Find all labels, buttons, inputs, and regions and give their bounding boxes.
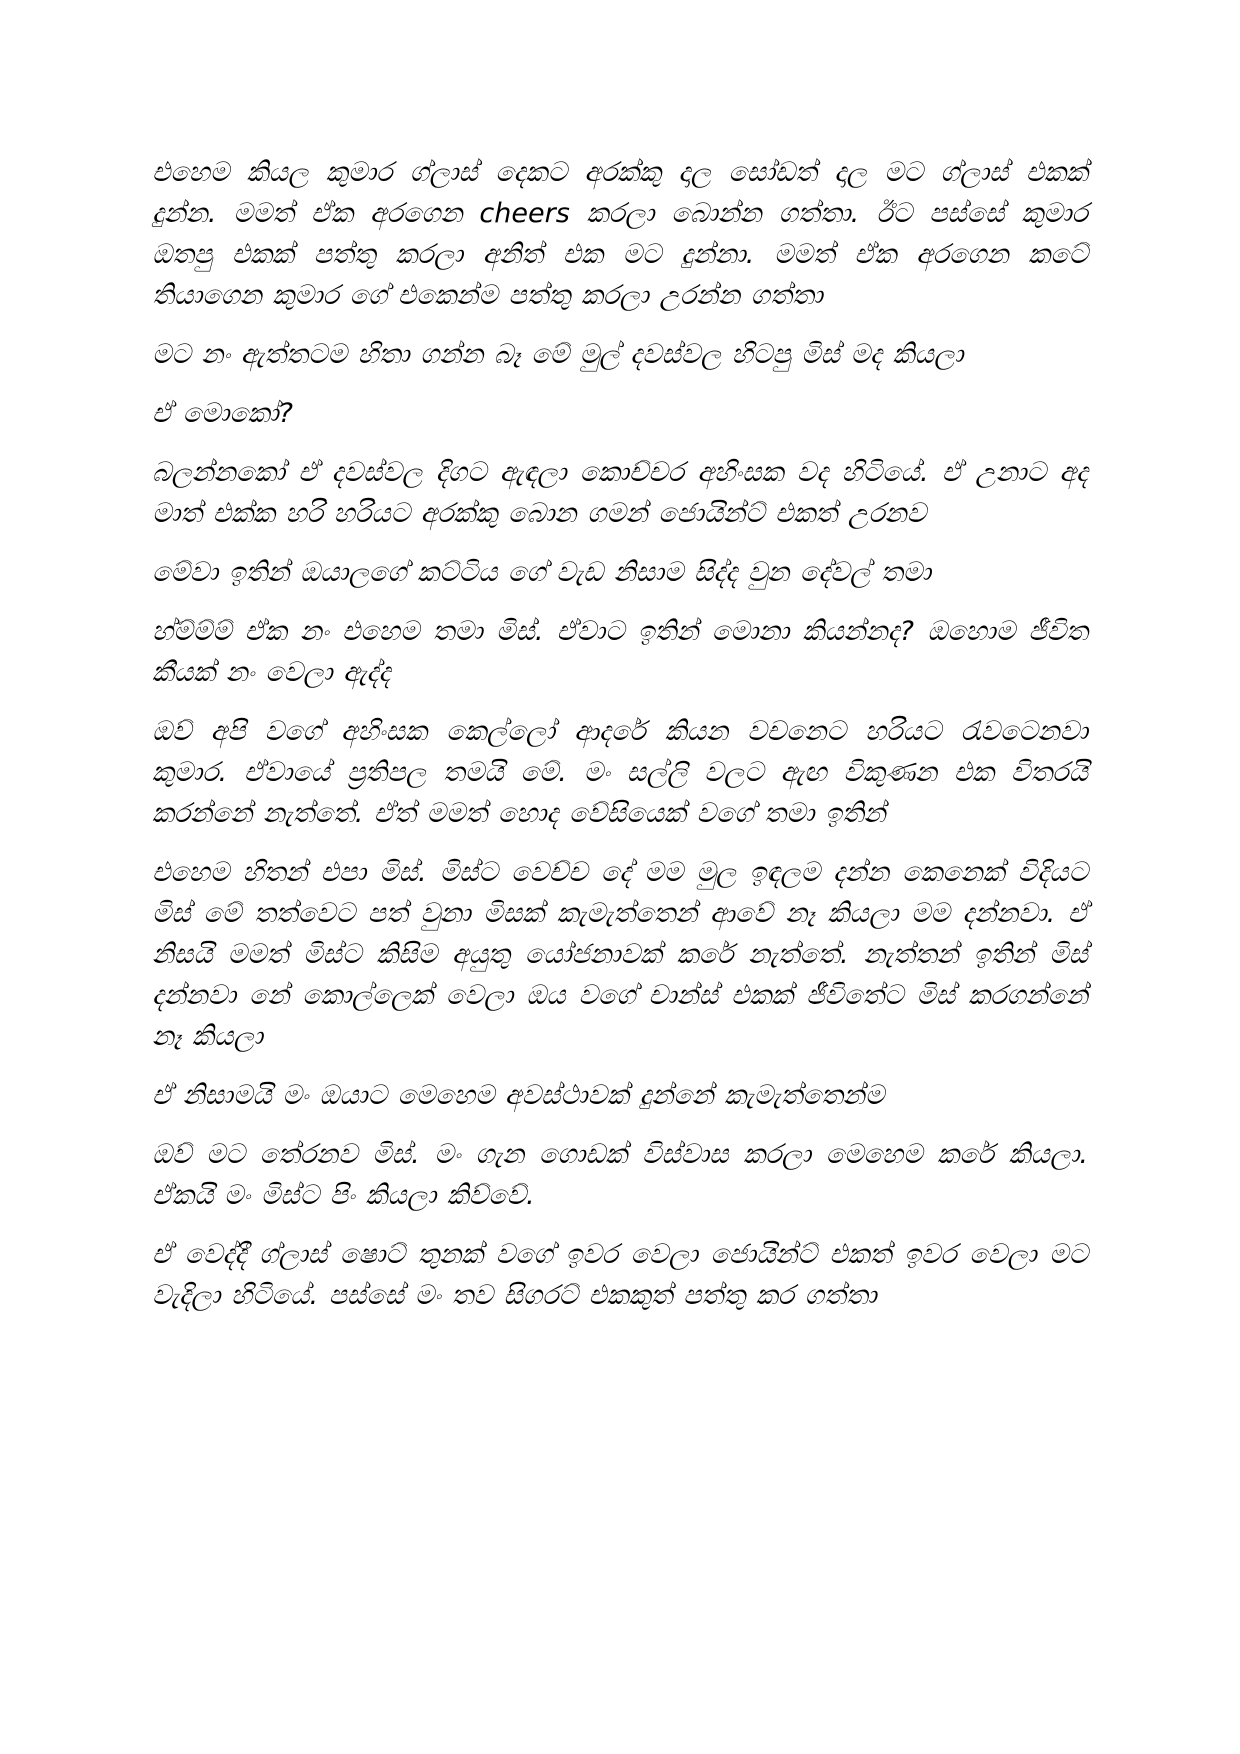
text-body bbox=[152, 152, 1088, 1316]
paragraph: මට නං ඇත්තටම හිතා ගන්න බෑ මේ මුල් දවස්වල හිටපු මිස් මද කියලා bbox=[152, 339, 964, 370]
paragraph: මේවා ඉතින් ඔයාලගේ කට්ටිය ගේ වැඩ නිසාම සිද්ද වුන දේවල් තමා bbox=[152, 557, 932, 588]
paragraph: ඔව් අපි වගේ අහිංසක කෙල්ලෝ ආදරේ කියන වචනෙට හරියට රැවටෙනවා කුමාර. ඒවායේ ප්‍රතිපල තමයි මේ. මං සල්ලි වලට ඇඟ විකුණන එක විතරයි කරන්නේ නැත්තේ. ඒත් මමත් හොද වේසියෙක් වගේ තමා ඉතින් bbox=[152, 716, 1088, 829]
paragraph: එහෙම කියල කුමාර ග්ලාස් දෙකට අරක්කු දාල සෝඩත් දාල මට ග්ලාස් එකක් දුන්න. මමත් ඒක අරගෙන cheers කරලා බොන්න ගත්තා. ඊට පස්සේ කුමාර ඔතපු එකක් පත්තු කරලා අනිත් එක මට දුන්නා. මමත් ඒක අරගෙන කටේ තියාගෙන කුමාර ගේ එකෙන්ම පත්තු කරලා උරන්න ගත්තා bbox=[152, 157, 1088, 311]
paragraph: ඒ නිසාමයි මං ඔයාට මෙහෙම අවස්ථාවක් දුන්නේ කැමැත්තෙන්ම bbox=[152, 1080, 885, 1111]
paragraph: ඔව් මට තේරනව මිස්. මං ගැන ගොඩක් විස්වාස කරලා මෙහෙම කරේ කියලා. ඒකයි මං මිස්ට පිං කියලා කිව්වේ. bbox=[152, 1139, 1088, 1211]
paragraph: බලන්නකෝ ඒ දවස්වල දිගට ඇඳලා කොච්චර අහිංසක වද හිටියේ. ඒ උනාට අද මාත් එක්ක හරි හරියට අරක්කු බොන ගමන් ජොයින්ට් එකත් උරනව bbox=[152, 457, 1088, 529]
paragraph: ඒ මොකෝ? bbox=[152, 398, 293, 429]
paragraph: එහෙම හිතන් එපා මිස්. මිස්ට වෙච්ච දේ මම මුල ඉඳලම දන්න කෙනෙක් විදියට මිස් මේ තත්වෙට පත් වුනා මිසක් කැමැත්තෙන් ආවේ නෑ කියලා මම දන්නවා. ඒ නිසයි මමත් මිස්ට කිසිම අයුතු යෝජනාවක් කරේ නැත්තේ. නැත්තන් ඉතින් මිස් දන්නවා නේ කොල්ලෙක් වෙලා ඔය වගේ චාන්ස් එකක් ජීවිතේට මිස් කරගන්නේ නෑ කියලා bbox=[152, 857, 1088, 1052]
paragraph: හ්ම්ම්ම් ඒක නං එහෙම තමා මිස්. ඒවාට ඉතින් මොනා කියන්නද? ඔහොම ජීවිත කීයක් නං වෙලා ඇද්ද bbox=[152, 616, 1088, 688]
paragraph: ඒ වෙද්දී ග්ලාස් ෂොට් තුනක් වගේ ඉවර වෙලා ජොයින්ට් එකත් ඉවර වෙලා මට වැදිලා හිටියේ. පස්සේ මං තව සිගරට් එකකුත් පත්තු කර ගත්තා bbox=[152, 1239, 1088, 1311]
